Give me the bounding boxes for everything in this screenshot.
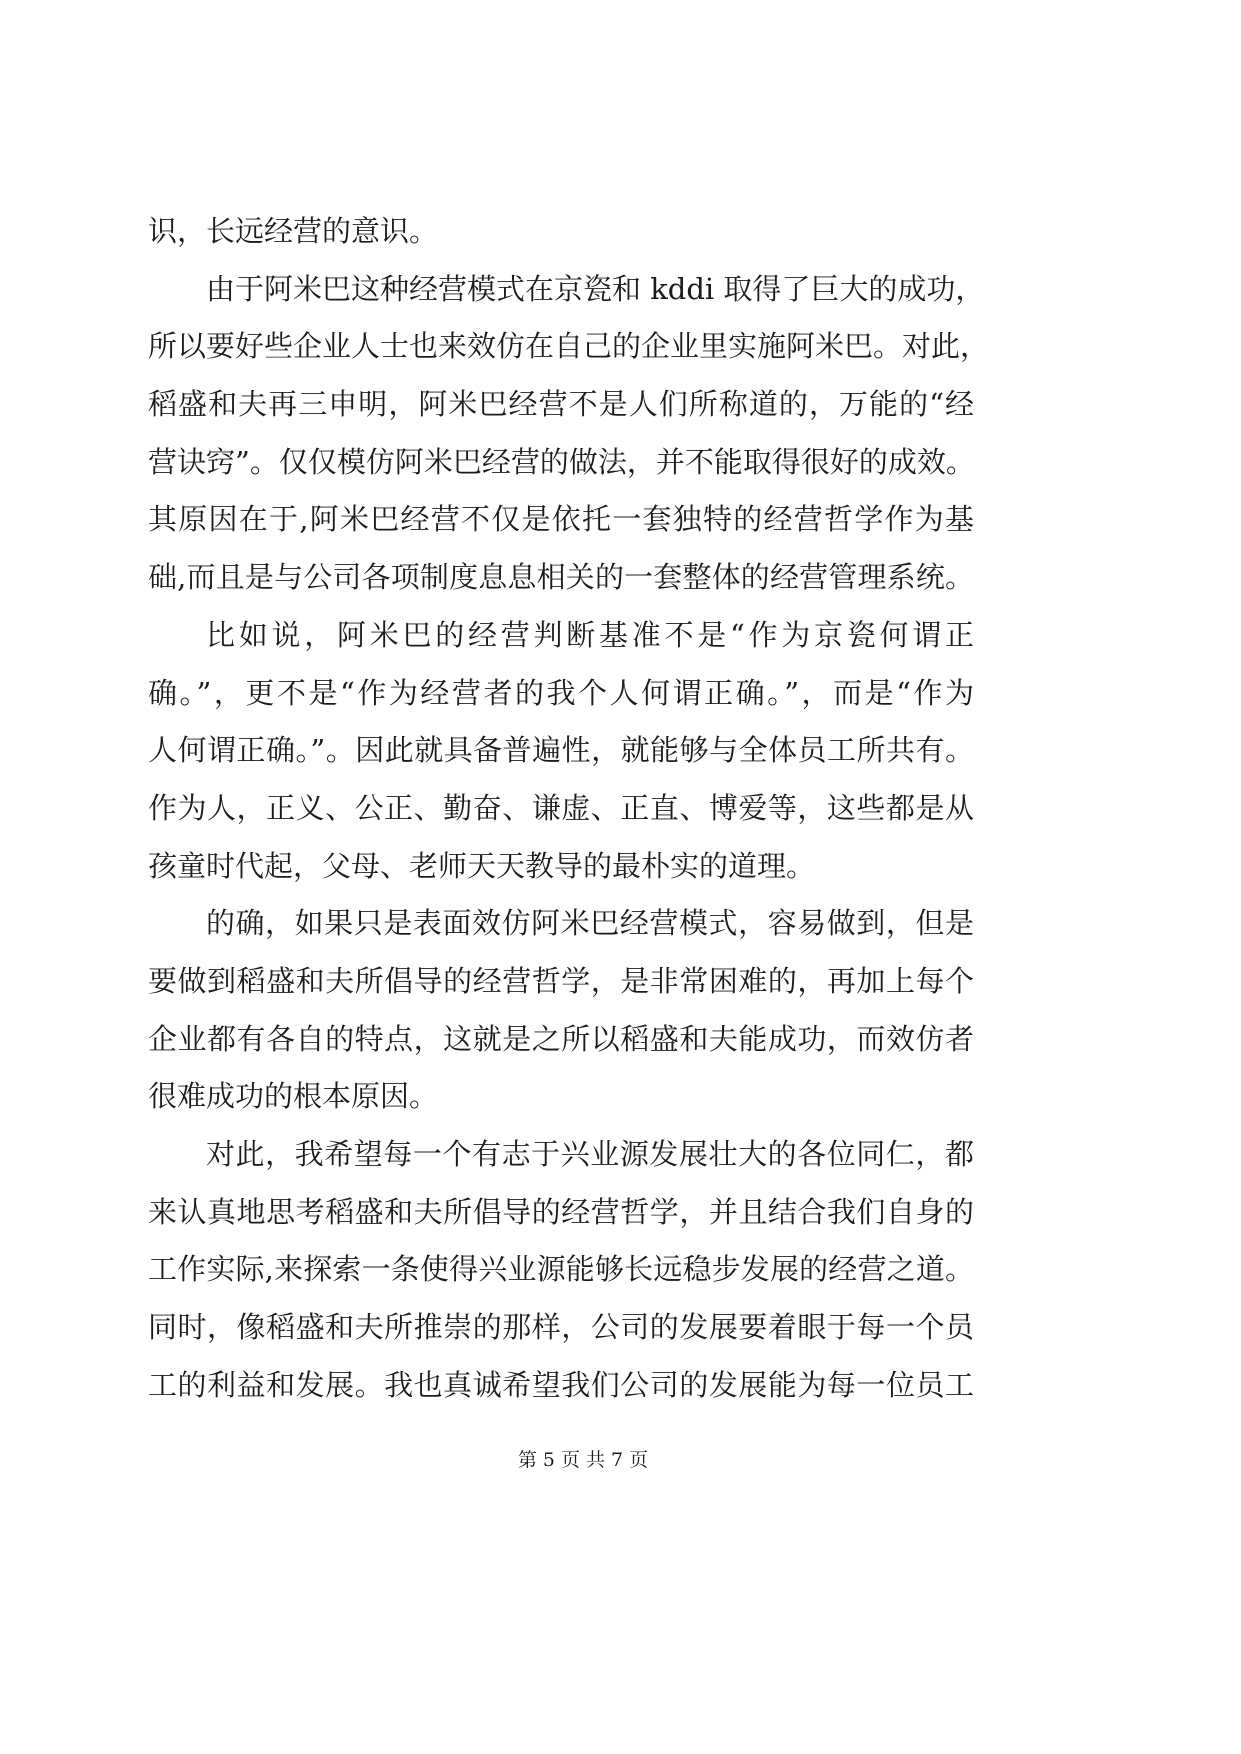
text-line: 孩童时代起，父母、老师天天教导的最朴实的道理。 xyxy=(148,848,816,883)
body-text xyxy=(148,203,990,1414)
paragraph xyxy=(148,895,974,1126)
text-line: 对此，我希望每一个有志于兴业源发展壮大的各位同仁，都 xyxy=(206,1137,974,1171)
text-line: 工的利益和发展。我也真诚希望我们公司的发展能为每一位员工 xyxy=(148,1367,974,1402)
text-line: 确。”，更不是“作为经营者的我个人何谓正确。”，而是“作为 xyxy=(148,675,974,710)
text-line: 所以要好些企业人士也来效仿在自己的企业里实施阿米巴。对此， xyxy=(148,329,990,364)
text-line: 人何谓正确。”。因此就具备普遍性，就能够与全体员工所共有。 xyxy=(148,733,974,768)
text-line: 的确，如果只是表面效仿阿米巴经营模式，容易做到，但是 xyxy=(206,906,974,941)
text-line: 要做到稻盛和夫所倡导的经营哲学，是非常困难的，再加上每个 xyxy=(148,963,974,998)
paragraph xyxy=(148,203,974,261)
paragraph xyxy=(148,261,990,607)
text-line: 比如说，阿米巴的经营判断基准不是“作为京瓷何谓正 xyxy=(206,617,974,652)
text-line: 作为人，正义、公正、勤奋、谦虚、正直、博爱等，这些都是从 xyxy=(148,790,974,825)
text-line: 企业都有各自的特点，这就是之所以稻盛和夫能成功，而效仿者 xyxy=(148,1021,974,1056)
text-line: 营诀窍”。仅仅模仿阿米巴经营的做法，并不能取得很好的成效。 xyxy=(148,444,975,479)
text-line: 很难成功的根本原因。 xyxy=(148,1079,439,1114)
paragraph xyxy=(148,1126,974,1414)
text-line: 来认真地思考稻盛和夫所倡导的经营哲学，并且结合我们自身的 xyxy=(148,1194,974,1229)
page-footer: 第 5 页 共 7 页 xyxy=(517,1449,649,1471)
text-line: 工作实际,来探索一条使得兴业源能够长远稳步发展的经营之道。 xyxy=(148,1252,974,1287)
text-line: 其原因在于,阿米巴经营不仅是依托一套独特的经营哲学作为基 xyxy=(148,502,974,537)
text-line: 稻盛和夫再三申明，阿米巴经营不是人们所称道的，万能的“经 xyxy=(148,387,974,422)
text-line: 础,而且是与公司各项制度息息相关的一套整体的经营管理系统。 xyxy=(148,560,974,595)
text-line: 由于阿米巴这种经营模式在京瓷和 kddi 取得了巨大的成功， xyxy=(206,271,985,306)
text-line: 同时，像稻盛和夫所推崇的那样，公司的发展要着眼于每一个员 xyxy=(148,1310,974,1345)
text-line: 识，长远经营的意识。 xyxy=(148,214,439,248)
paragraph xyxy=(148,607,974,895)
